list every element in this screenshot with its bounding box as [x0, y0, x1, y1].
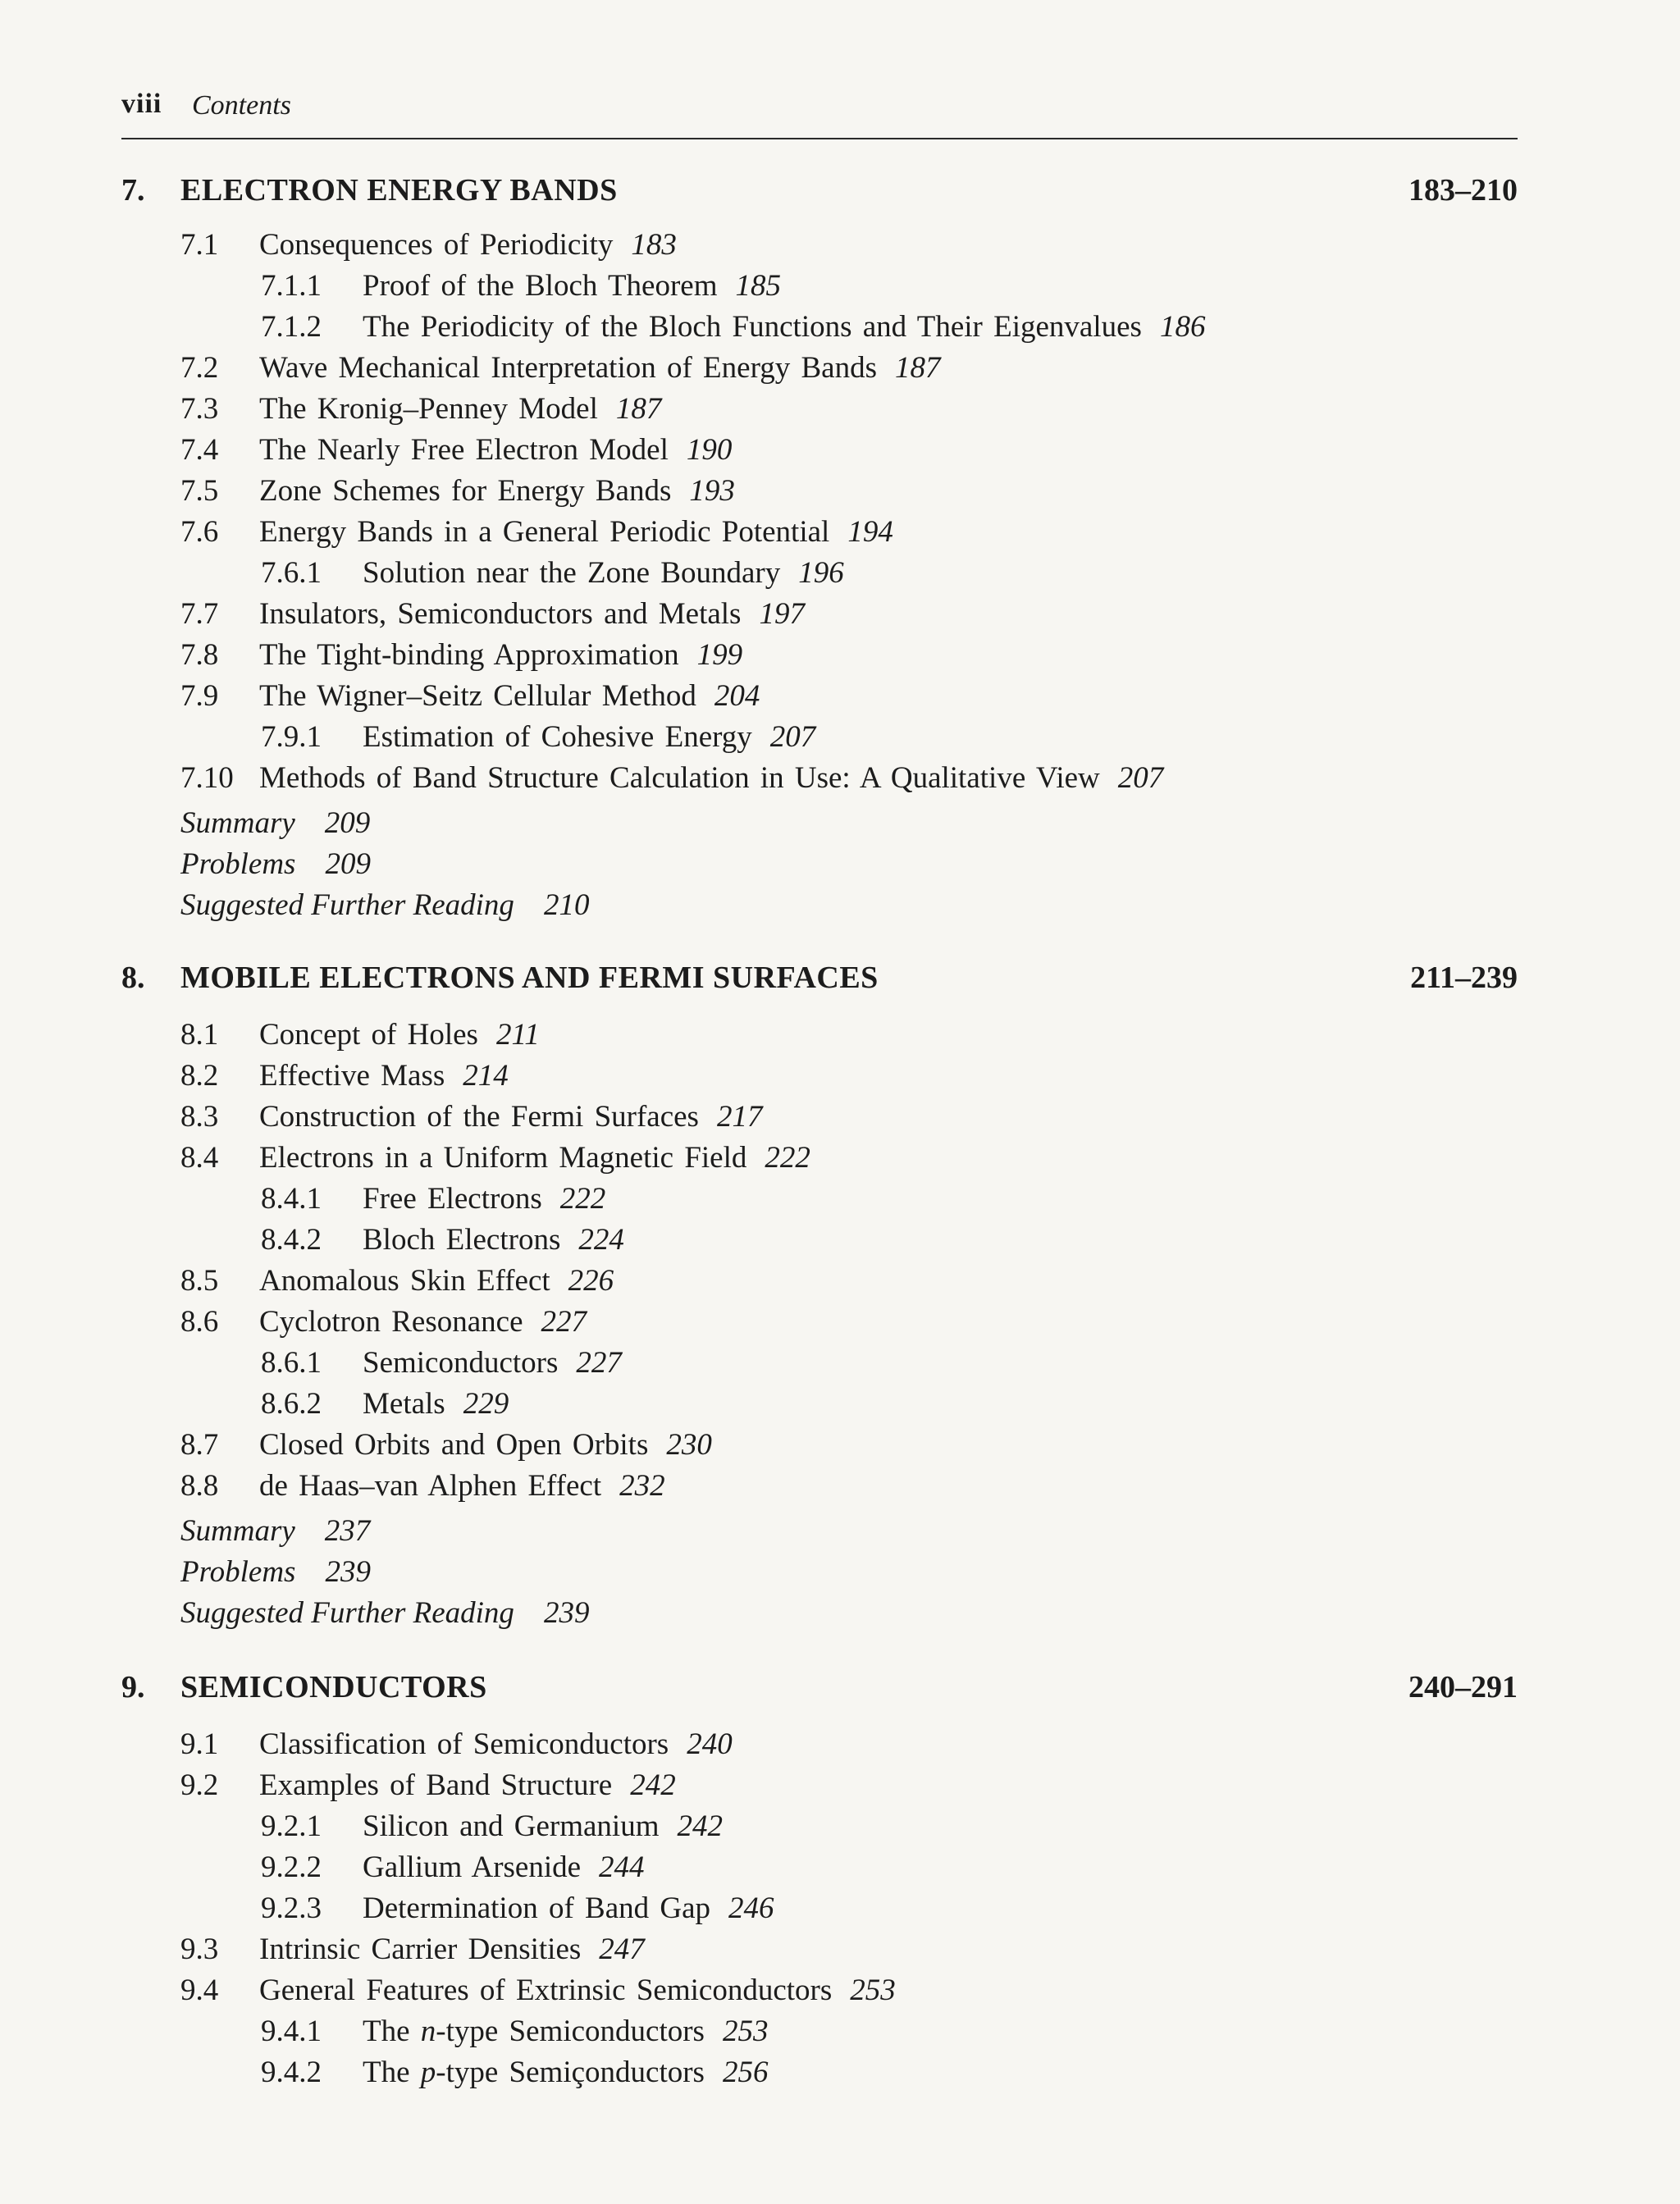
section-page: 244 [599, 1850, 645, 1884]
section-number: 8.6.1 [261, 1346, 322, 1380]
section-title: de Haas–van Alphen Effect [259, 1469, 602, 1503]
back-matter-page: 237 [324, 1514, 371, 1548]
section-title: Insulators, Semiconductors and Metals [259, 597, 742, 631]
section-page: 187 [615, 392, 662, 426]
section-title: Classification of Semiconductors [259, 1727, 669, 1761]
toc-entry [180, 514, 893, 554]
section-page: 227 [576, 1346, 622, 1380]
chapter-page-range: 211–239 [1410, 961, 1518, 995]
back-matter-page: 209 [325, 847, 371, 881]
section-title: General Features of Extrinsic Semiconductors [259, 1974, 833, 2007]
section-number: 8.8 [180, 1469, 219, 1503]
chapter-number: 8. [121, 961, 145, 995]
chapter-page-range: 240–291 [1408, 1670, 1518, 1704]
toc-entry [261, 555, 844, 595]
section-number: 8.5 [180, 1264, 219, 1298]
section-page: 253 [722, 2015, 769, 2048]
toc-entry [180, 1727, 733, 1766]
back-matter-title: Problems [180, 1555, 296, 1589]
toc-entry [180, 1468, 665, 1508]
back-matter-entry [180, 805, 370, 845]
chapter-title: MOBILE ELECTRONS AND FERMI SURFACES [180, 961, 879, 995]
section-page: 207 [769, 720, 816, 754]
section-title: Gallium Arsenide [363, 1850, 582, 1884]
section-title: Closed Orbits and Open Orbits [259, 1428, 649, 1462]
section-title: Zone Schemes for Energy Bands [259, 474, 672, 508]
section-number: 7.10 [180, 761, 234, 795]
toc-entry [261, 2055, 768, 2094]
running-head-title: Contents [192, 90, 291, 121]
toc-entry [261, 1345, 622, 1385]
section-number: 8.3 [180, 1100, 219, 1134]
section-page: 185 [735, 269, 782, 303]
toc-entry [180, 350, 940, 390]
section-page: 230 [666, 1428, 712, 1462]
section-title: Electrons in a Uniform Magnetic Field [259, 1141, 747, 1175]
toc-entry [180, 760, 1163, 800]
section-page: 256 [722, 2056, 769, 2089]
section-title: The Periodicity of the Bloch Functions and Their Eigenvalues [363, 310, 1142, 344]
back-matter-page: 210 [543, 888, 590, 922]
toc-entry [180, 1768, 676, 1807]
section-title: Concept of Holes [259, 1018, 478, 1052]
section-title: Consequences of Periodicity [259, 228, 614, 262]
back-matter-title: Summary [180, 806, 295, 840]
section-page: 196 [798, 556, 844, 590]
section-page: 253 [850, 1974, 896, 2007]
toc-entry [180, 1427, 712, 1467]
section-page: 183 [631, 228, 677, 262]
back-matter-entry [180, 846, 371, 886]
toc-entry [261, 2014, 768, 2053]
section-number: 7.9.1 [261, 720, 322, 754]
section-title: Solution near the Zone Boundary [363, 556, 781, 590]
section-title: Wave Mechanical Interpretation of Energy Bands [259, 351, 877, 385]
section-number: 7.1 [180, 228, 219, 262]
section-title: Silicon and Germanium [363, 1809, 660, 1843]
section-number: 7.5 [180, 474, 219, 508]
section-page: 217 [716, 1100, 763, 1134]
section-page: 207 [1117, 761, 1164, 795]
back-matter-entry [180, 1554, 371, 1594]
section-number: 9.4.2 [261, 2056, 322, 2089]
back-matter-page: 239 [325, 1555, 371, 1589]
toc-entry [180, 637, 742, 677]
section-page: 199 [696, 638, 743, 672]
toc-entry [180, 1099, 762, 1139]
section-page: 194 [847, 515, 893, 549]
section-number: 8.6.2 [261, 1387, 322, 1421]
section-title: Proof of the Bloch Theorem [363, 269, 718, 303]
section-number: 8.1 [180, 1018, 219, 1052]
section-title: The n-type Semiconductors [363, 2015, 705, 2048]
section-title: Estimation of Cohesive Energy [363, 720, 752, 754]
toc-entry [261, 309, 1205, 349]
chapter-heading [121, 1669, 1518, 1710]
chapter-heading [121, 172, 1518, 213]
section-number: 9.2.3 [261, 1891, 322, 1925]
section-title: Semiconductors [363, 1346, 559, 1380]
section-page: 224 [578, 1223, 624, 1257]
toc-entry [261, 1386, 509, 1426]
section-page: 186 [1159, 310, 1206, 344]
section-title: Intrinsic Carrier Densities [259, 1932, 582, 1966]
section-page: 211 [495, 1018, 540, 1052]
toc-entry [261, 1850, 645, 1889]
section-number: 8.2 [180, 1059, 219, 1093]
section-number: 7.4 [180, 433, 219, 467]
section-title: Metals [363, 1387, 445, 1421]
back-matter-title: Suggested Further Reading [180, 888, 514, 922]
section-number: 7.1.2 [261, 310, 322, 344]
back-matter-entry [180, 888, 589, 927]
section-number: 7.2 [180, 351, 219, 385]
chapter-title: ELECTRON ENERGY BANDS [180, 173, 618, 208]
toc-entry [180, 1973, 896, 2012]
section-page: 187 [894, 351, 941, 385]
section-page: 227 [541, 1305, 587, 1339]
section-page: 190 [686, 433, 733, 467]
back-matter-page: 209 [324, 806, 371, 840]
chapter-page-range: 183–210 [1408, 173, 1518, 208]
page-folio: viii [121, 89, 162, 119]
section-page: 232 [619, 1469, 665, 1503]
section-title: Free Electrons [363, 1182, 542, 1216]
toc-entry [180, 1140, 810, 1180]
toc-entry [180, 391, 661, 431]
chapter-title: SEMICONDUCTORS [180, 1670, 487, 1704]
section-number: 8.4.1 [261, 1182, 322, 1216]
toc-entry [180, 678, 760, 718]
toc-entry [180, 432, 732, 472]
section-title: Bloch Electrons [363, 1223, 561, 1257]
section-title: The Tight-binding Approximation [259, 638, 679, 672]
section-number: 7.7 [180, 597, 219, 631]
section-number: 9.2.2 [261, 1850, 322, 1884]
chapter-number: 9. [121, 1670, 145, 1704]
chapter-number: 7. [121, 173, 145, 208]
toc-entry [180, 1017, 540, 1056]
running-head [121, 89, 1518, 139]
section-number: 7.8 [180, 638, 219, 672]
section-title: The Wigner–Seitz Cellular Method [259, 679, 696, 713]
section-page: 247 [599, 1932, 645, 1966]
section-number: 9.4.1 [261, 2015, 322, 2048]
section-page: 222 [559, 1182, 606, 1216]
back-matter-entry [180, 1513, 370, 1553]
section-title: Energy Bands in a General Periodic Potential [259, 515, 830, 549]
section-number: 8.7 [180, 1428, 219, 1462]
section-page: 240 [687, 1727, 733, 1761]
back-matter-title: Problems [180, 847, 296, 881]
section-page: 197 [759, 597, 805, 631]
section-number: 8.6 [180, 1305, 219, 1339]
toc-entry [261, 1181, 605, 1221]
toc-entry [180, 596, 805, 636]
section-page: 222 [765, 1141, 810, 1175]
section-title: Determination of Band Gap [363, 1891, 711, 1925]
toc-entry [261, 1891, 774, 1930]
section-title: Effective Mass [259, 1059, 445, 1093]
back-matter-page: 239 [543, 1596, 590, 1630]
section-title: Methods of Band Structure Calculation in Use: A Qualitative View [259, 761, 1100, 795]
section-number: 8.4.2 [261, 1223, 322, 1257]
section-title: Construction of the Fermi Surfaces [259, 1100, 699, 1134]
toc-entry [261, 1809, 723, 1848]
section-number: 9.1 [180, 1727, 219, 1761]
section-title: The p-type Semiçonductors [363, 2056, 705, 2089]
section-number: 8.4 [180, 1141, 219, 1175]
section-page: 193 [689, 474, 735, 508]
section-title: Examples of Band Structure [259, 1768, 613, 1802]
back-matter-title: Summary [180, 1514, 295, 1548]
section-page: 242 [630, 1768, 676, 1802]
section-page: 214 [463, 1059, 509, 1093]
toc-entry [261, 1222, 624, 1262]
toc-entry [180, 473, 735, 513]
section-number: 7.6.1 [261, 556, 322, 590]
section-page: 242 [677, 1809, 723, 1843]
section-number: 9.2.1 [261, 1809, 322, 1843]
toc-entry [261, 719, 815, 759]
section-title: The Nearly Free Electron Model [259, 433, 669, 467]
toc-entry [180, 227, 677, 267]
section-page: 229 [463, 1387, 509, 1421]
back-matter-entry [180, 1595, 589, 1635]
toc-entry [180, 1932, 645, 1971]
section-number: 7.9 [180, 679, 219, 713]
back-matter-title: Suggested Further Reading [180, 1596, 514, 1630]
section-page: 246 [728, 1891, 774, 1925]
chapter-heading [121, 960, 1518, 1001]
toc-entry [180, 1263, 614, 1303]
toc-entry [261, 268, 781, 308]
section-page: 226 [568, 1264, 614, 1298]
section-number: 7.3 [180, 392, 219, 426]
section-page: 204 [714, 679, 760, 713]
section-title: Anomalous Skin Effect [259, 1264, 550, 1298]
section-number: 9.4 [180, 1974, 219, 2007]
section-number: 9.2 [180, 1768, 219, 1802]
section-number: 9.3 [180, 1932, 219, 1966]
toc-entry [180, 1058, 509, 1097]
section-number: 7.6 [180, 515, 219, 549]
section-number: 7.1.1 [261, 269, 322, 303]
section-title: Cyclotron Resonance [259, 1305, 523, 1339]
section-title: The Kronig–Penney Model [259, 392, 598, 426]
toc-entry [180, 1304, 587, 1344]
